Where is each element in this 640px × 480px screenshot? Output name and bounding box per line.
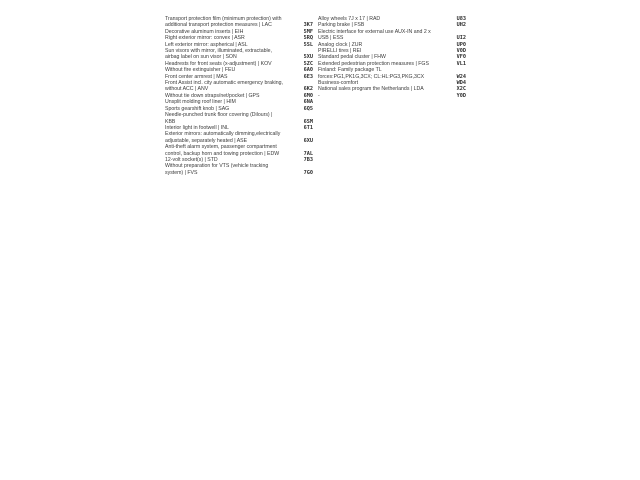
option-code: Y0D — [456, 92, 466, 99]
option-description: Transport protection film (minimum protection) with additional transport protection measures | LAC — [165, 16, 282, 29]
option-description: Decorative aluminum inserts | EIH — [165, 28, 244, 35]
option-code: 6T1 — [303, 124, 313, 131]
option-description: Business-comfort — [318, 80, 359, 87]
option-code: VF0 — [456, 54, 466, 61]
option-code: 6XU — [303, 137, 313, 144]
option-code: 7AL — [303, 150, 313, 157]
option-row — [318, 93, 466, 99]
option-code: W24 — [456, 73, 466, 80]
option-row — [318, 67, 466, 80]
option-code: 7G0 — [303, 169, 313, 176]
option-description: Anti-theft alarm system, passenger compartment control, backup horn and towing protection | EDW — [165, 144, 280, 157]
option-code: X2C — [456, 86, 466, 93]
option-code: 6E3 — [303, 73, 313, 80]
option-row — [318, 29, 466, 42]
option-description: Front center armrest | MAS — [165, 73, 228, 80]
option-description: 12-volt socket(s) | STD — [165, 156, 218, 163]
right-option-list — [318, 16, 466, 99]
option-row — [165, 112, 313, 125]
option-description: Headrests for front seats (x-adjustment) | KOV — [165, 60, 272, 67]
option-code: 6SM — [303, 118, 313, 125]
option-code: WD4 — [456, 80, 466, 87]
option-description: Interior light in footwell | INL — [165, 124, 229, 131]
option-description: Front Assist incl. city automatic emergency braking, without ACC | ANV — [165, 80, 283, 93]
option-description: Sun visors with mirror, illuminated, extractable, airbag label on sun visor | SON — [165, 48, 272, 61]
option-code: 6A0 — [303, 67, 313, 74]
option-code: 7B3 — [303, 156, 313, 163]
option-code: 5XU — [303, 54, 313, 61]
option-description: - — [318, 92, 320, 99]
option-code: U83 — [456, 16, 466, 22]
option-description: Right exterior mirror: convex | ASR — [165, 35, 245, 42]
option-row — [165, 80, 313, 93]
option-code: 6Q5 — [303, 105, 313, 112]
option-description: Without tie down straps/net/pocket | GPS — [165, 92, 260, 99]
option-description: Without preparation for VTS (vehicle tracking system) | FVS — [165, 163, 269, 176]
option-row — [165, 144, 313, 157]
option-description: PIRELLI tires | REI — [318, 48, 362, 55]
option-description: Unsplit molding roof liner | HIM — [165, 99, 236, 106]
option-description: Left exterior mirror: aspherical | ASL — [165, 41, 248, 48]
option-code: 5SL — [303, 41, 313, 48]
option-description: Standard pedal cluster | FHW — [318, 54, 386, 61]
option-code: UI2 — [456, 35, 466, 42]
option-description: Alloy wheels 7J x 17 | RAD — [318, 16, 381, 22]
option-description: Finland: Family package TL forces:PG1,PK1G,3CX; CL:HL:PG3,PKG,3CX — [318, 67, 425, 80]
option-code: 5MF — [303, 28, 313, 35]
option-row — [165, 131, 313, 144]
option-description: Electric interface for external use AUX-IN and 2 x USB | ESS — [318, 28, 431, 42]
option-code: V0D — [456, 48, 466, 55]
option-row — [165, 163, 313, 176]
option-description: Parking brake | FSB — [318, 22, 365, 29]
option-description: Without fire extinguisher | FEU — [165, 67, 236, 74]
option-description: Exterior mirrors: automatically dimming,electrically adjustable, separately heated | ASE — [165, 131, 281, 144]
option-description: Needle-punched trunk floor covering (Dilours) | KBB — [165, 112, 273, 125]
option-code: UP0 — [456, 41, 466, 48]
option-description: National sales program the Netherlands | LDA — [318, 86, 424, 93]
left-option-list — [165, 16, 313, 176]
option-row — [165, 48, 313, 61]
option-description: Analog clock | ZUR — [318, 41, 363, 48]
option-description: Extended pedestrian protection measures | FGS — [318, 60, 429, 67]
option-code: 3K7 — [303, 22, 313, 29]
option-code: 6NA — [303, 99, 313, 106]
option-row — [165, 16, 313, 29]
option-code: 5RQ — [303, 35, 313, 42]
option-code: UH2 — [456, 22, 466, 29]
option-description: Sports gearshift knob | SAG — [165, 105, 230, 112]
option-code: 6K2 — [303, 86, 313, 93]
option-code: VL1 — [456, 60, 466, 67]
option-code: 6M0 — [303, 92, 313, 99]
option-code: 5ZC — [303, 60, 313, 67]
